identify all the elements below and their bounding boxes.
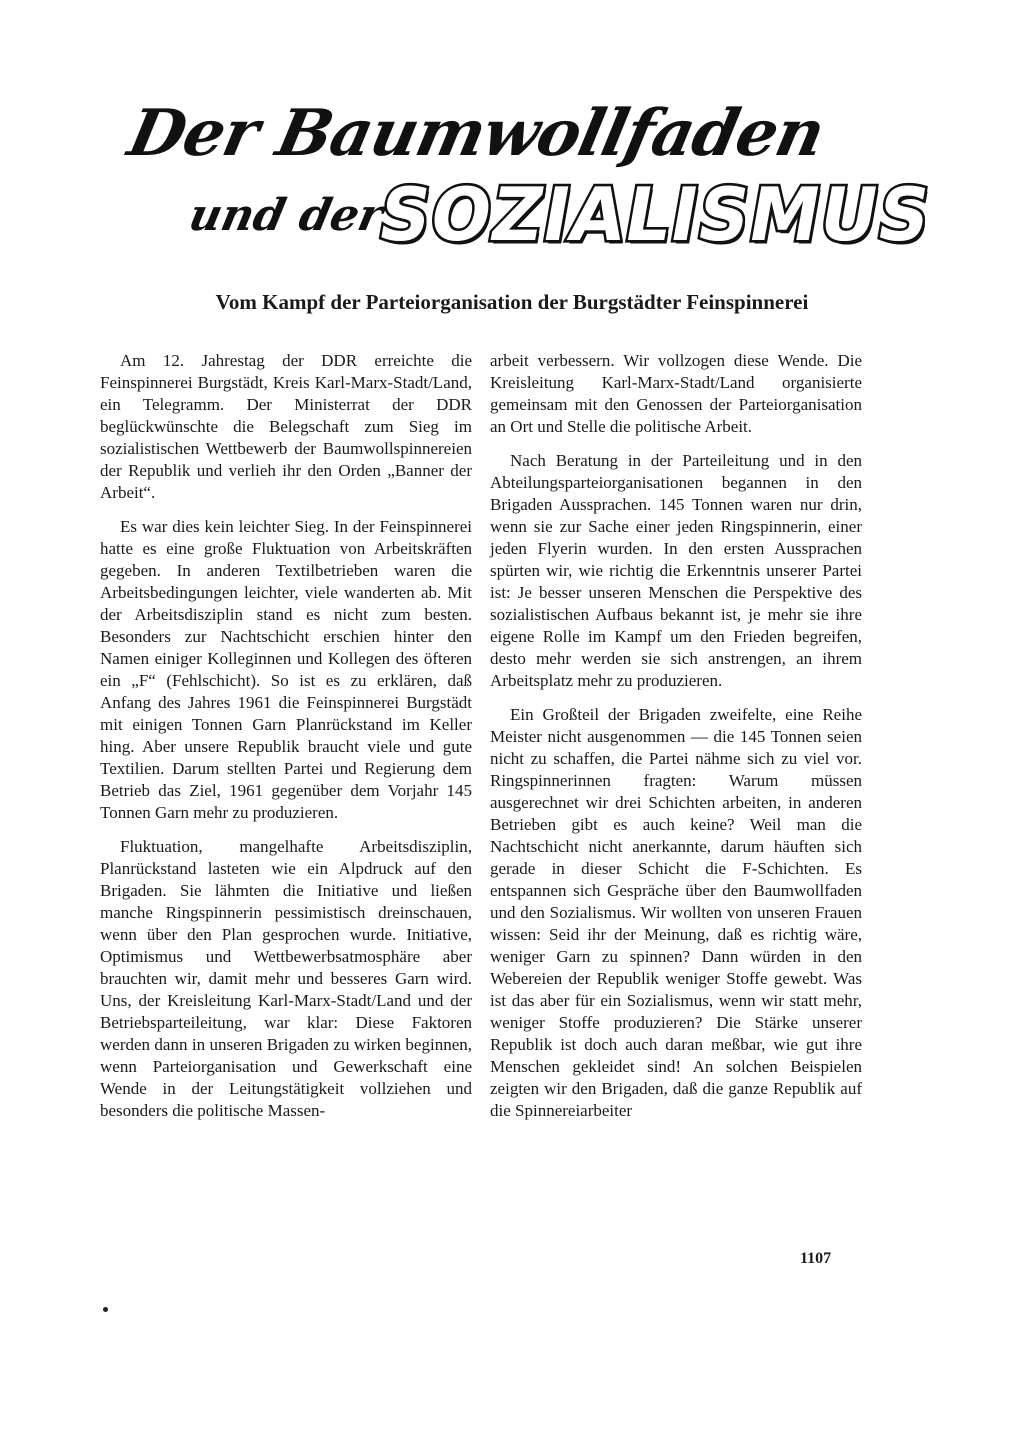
page-number: 1107 — [800, 1250, 832, 1267]
text-column-right — [490, 350, 862, 1134]
title-line-2-connector: und der — [184, 190, 388, 241]
title-line-1: Der Baumwollfaden — [122, 96, 831, 171]
paragraph: arbeit verbessern. Wir vollzogen diese Wende. Die Kreisleitung Karl-Marx-Stadt/Land organisierte gemeinsam mit den Genossen der Parteiorganisation an Ort und Stelle die politische Arbeit. — [490, 351, 862, 436]
article-subtitle: Vom Kampf der Parteiorganisation der Burgstädter Feinspinnerei — [215, 290, 809, 314]
paragraph: Es war dies kein leichter Sieg. In der Feinspinnerei hatte es eine große Fluktuation von Arbeitskräften gegeben. In anderen Textilbetrieben waren die Arbeitsbedingungen leichter, viele wanderten ab. Mit der Arbeitsdisziplin stand es nicht zum besten. Besonders zur Nachtschicht erschien hinter den Namen einiger Kolleginnen und Kollegen des öfteren ein „F“ (Fehlschicht). So ist es zu erklären, daß Anfang des Jahres 1961 die Feinspinnerei Burgstädt mit einigen Tonnen Garn Planrückstand im Keller hing. Aber unsere Republik braucht viele und gute Textilien. Darum stellten Partei und Regierung dem Betrieb das Ziel, 1961 gegenüber dem Vorjahr 145 Tonnen Garn mehr zu produzieren. — [100, 517, 472, 822]
paragraph: Am 12. Jahrestag der DDR erreichte die Feinspinnerei Burgstädt, Kreis Karl-Marx-Stadt/Land, ein Telegramm. Der Ministerrat der DDR beglückwünschte die Belegschaft zum Sieg im sozialistischen Wettbewerb der Baumwollspinnereien der Republik und verlieh ihr den Orden „Banner der Arbeit“. — [100, 351, 472, 502]
title-line-2-emphasis: SOZIALISMUS — [372, 171, 938, 259]
print-speck — [103, 1307, 108, 1312]
paragraph: Fluktuation, mangelhafte Arbeitsdisziplin, Planrückstand lasteten wie ein Alpdruck auf den Brigaden. Sie lähmten die Initiative und ließen manche Ringspinnerin pessimistisch dreinschauen, wenn über den Plan gesprochen wurde. Initiative, Optimismus und Wettbewerbsatmosphäre aber brauchten wir, damit mehr und besseres Garn wird. Uns, der Kreisleitung Karl-Marx-Stadt/Land und der Betriebsparteileitung, war klar: Diese Faktoren werden dann in unseren Brigaden zu wirken beginnen, wenn Parteiorganisation und Gewerkschaft eine Wende in der Leitungstätigkeit vollziehen und besonders die politische Massen- — [100, 837, 472, 1120]
article-title — [100, 88, 938, 259]
paragraph: Nach Beratung in der Parteileitung und in den Abteilungsparteiorganisationen begannen in den Brigaden Aussprachen. 145 Tonnen waren nur drin, wenn sie zur Sache einer jeden Ringspinnerin, einer jeden Flyerin wurden. In den ersten Aussprachen spürten wir, wie richtig die Erkenntnis unserer Partei ist: Je besser unseren Menschen die Perspektive des sozialistischen Aufbaus bekannt ist, je mehr sie ihre eigene Rolle im Kampf um den Frieden begreifen, desto mehr werden sie sich anstrengen, an ihrem Arbeitsplatz mehr zu produzieren. — [490, 451, 862, 690]
paragraph: Ein Großteil der Brigaden zweifelte, eine Reihe Meister nicht ausgenommen — die 145 Tonnen seien nicht zu schaffen, die Partei nähme sich zu viel vor. Ringspinnerinnen fragten: Warum müssen ausgerechnet wir drei Schichten arbeiten, in anderen Betrieben gibt es auch keine? Weil man die Nachtschicht nicht anerkannte, darum häuften sich gerade in dieser Schicht die F-Schichten. Es entspannen sich Gespräche über den Baumwollfaden und den Sozialismus. Wir wollten von unseren Frauen wissen: Seid ihr der Meinung, daß es richtig wäre, weniger Garn zu spinnen? Dann würden in den Webereien der Republik weniger Stoffe gewebt. Was ist das aber für ein Sozialismus, wenn wir statt mehr, weniger Stoffe produzieren? Die Stärke unserer Republik ist doch auch daran meßbar, wie gut ihre Menschen gekleidet sind! An solchen Beispielen zeigten wir den Brigaden, daß die ganze Republik auf die Spinnereiarbeiter — [490, 705, 862, 1120]
text-column-left — [100, 350, 472, 1134]
